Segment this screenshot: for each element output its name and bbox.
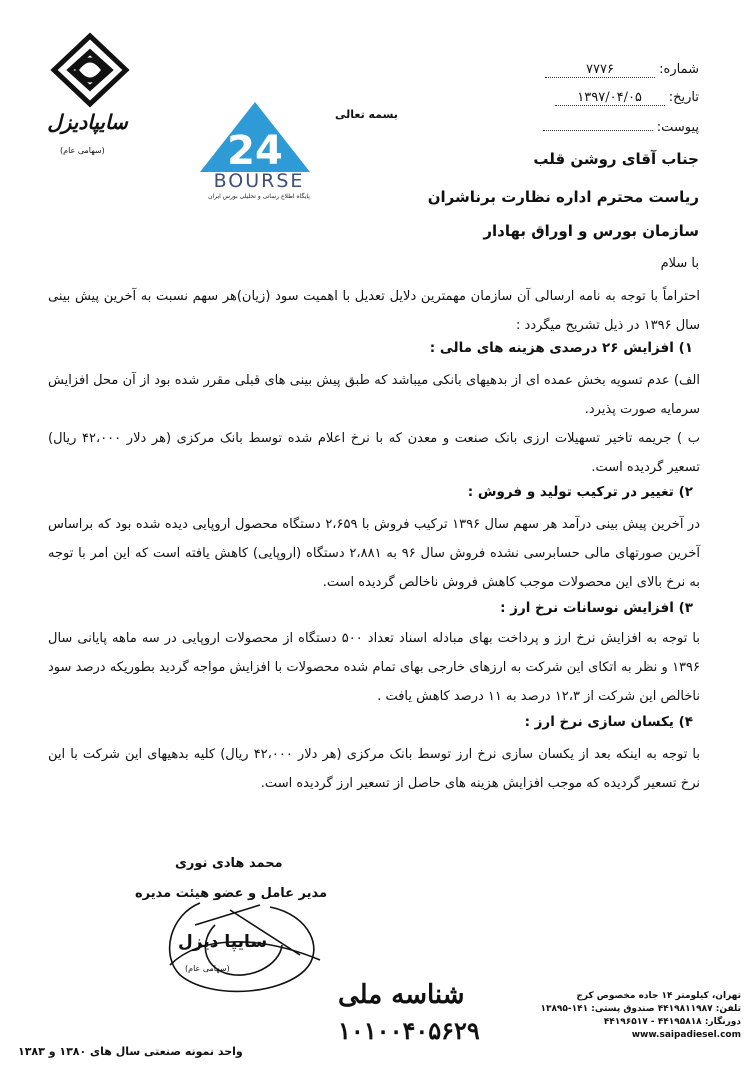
addressee-line-3: سازمان بورس و اوراق بهادار: [483, 222, 699, 240]
attachment-field: پیوست:: [543, 120, 699, 135]
sample-unit-note: واحد نمونه صنعتی سال های ۱۳۸۰ و ۱۳۸۳: [18, 1045, 243, 1058]
addressee-line-1: جناب آقای روشن قلب: [533, 150, 699, 168]
date-field: تاریخ: ۱۳۹۷/۰۴/۰۵: [555, 90, 699, 106]
saipa-wordmark: سایپادیزل: [47, 110, 128, 134]
saipa-logo: [40, 30, 140, 160]
bourse-triangle-icon: [188, 100, 323, 180]
intro-paragraph: احتراماً با توجه به نامه ارسالی آن سازمان مهمترین دلایل تعدیل با اهمیت سود (زیان)هر سهم نسبت به آخرین پیش بینی سال ۱۳۹۶ در ذیل تشریح میگردد :: [48, 289, 700, 333]
footer-website: www.saipadiesel.com: [631, 1030, 741, 1040]
section-4-para: با توجه به اینکه بعد از یکسان سازی نرخ ارز توسط بانک مرکزی (هر دلار ۴۲،۰۰۰ ریال) کلیه بدهیهای این شرکت با این نرخ تسعیر گردیده که موجب افزایش هزینه های حاصل از تسعیر ارز گردیده است.: [48, 747, 701, 791]
svg-text:24: 24: [227, 128, 283, 174]
signature-scribble-icon: [140, 895, 350, 1015]
basmala: بسمه تعالی: [335, 108, 398, 121]
section-2-para: در آخرین پیش بینی درآمد هر سهم سال ۱۳۹۶ ترکیب فروش با ۲،۶۵۹ دستگاه محصول اروپایی دیده شده بود که براساس آخرین صورتهای مالی حسابرسی نشده فروش سال ۹۶ به ۲،۸۸۱ دستگاه (اروپایی) کاهش یافته است که این امر با توجه به نرخ بالای این محصولات موجب کاهش فروش ناخالص گردیده است.: [48, 517, 700, 590]
footer-address: [506, 990, 741, 1042]
section-2-heading: ۲) تغییر در ترکیب تولید و فروش :: [467, 484, 693, 500]
stamp-subtitle: (سهامی عام): [185, 964, 230, 973]
section-1-heading: ۱) افزایش ۲۶ درصدی هزینه های مالی :: [429, 340, 693, 356]
footer-address-line: دورنگار: ۴۴۱۹۵۸۱۸ - ۴۴۱۹۶۵۱۷: [603, 1017, 741, 1027]
national-id-label: شناسه ملی: [338, 980, 465, 1010]
stamp-company: سایپا دیزل: [178, 932, 268, 952]
saipa-emblem-icon: [40, 30, 140, 120]
signer-title: مدیر عامل و عضو هیئت مدیره: [135, 886, 328, 901]
section-1-para-a: الف) عدم تسویه بخش عمده ای از بدهیهای بانکی میباشد که طبق پیش بینی های قبلی مقرر شده بود از آن محل افزایش سرمایه صورت پذیرد.: [48, 373, 700, 417]
bourse-subtitle: پایگاه اطلاع رسانی و تحلیلی بورس ایران: [208, 193, 310, 200]
national-id-value: ۱۰۱۰۰۴۰۵۶۲۹: [338, 1016, 480, 1045]
number-value: ۷۷۷۶: [545, 62, 655, 78]
footer-address-line: تلفن: ۴۴۱۹۸۱۱۹۸۷ صندوق پستی: ۱۴۱-۱۳۸۹۵: [540, 1004, 741, 1014]
addressee-line-2: ریاست محترم اداره نظارت برناشران: [427, 188, 699, 206]
signature-stamp: [140, 895, 350, 1015]
footer-address-line: تهران، کیلومتر ۱۴ جاده مخصوص کرج: [576, 991, 741, 1001]
number-field: شماره: ۷۷۷۶: [545, 62, 699, 78]
date-value: ۱۳۹۷/۰۴/۰۵: [555, 90, 665, 106]
section-3-para: با توجه به افزایش نرخ ارز و پرداخت بهای مبادله اسناد تعداد ۵۰۰ دستگاه از محصولات اروپایی در سه ماهه پایانی سال ۱۳۹۶ و نظر به اتکای این شرکت به ارزهای خارجی بهای تمام شده محصولات با افزایش مواجه گردید بطوریکه درصد سود ناخالص این شرکت از ۱۲،۳ درصد به ۱۱ درصد کاهش یافت .: [48, 631, 700, 704]
bourse-wordmark: BOURSE: [213, 170, 305, 192]
section-3-heading: ۳) افزایش نوسانات نرخ ارز :: [500, 600, 693, 616]
number-label: شماره: [663, 62, 699, 77]
date-label: تاریخ: [673, 90, 699, 105]
attachment-label: پیوست: [661, 120, 699, 135]
section-1-para-b: ب ) جریمه تاخیر تسهیلات ارزی بانک صنعت و معدن که با نرخ اعلام شده توسط بانک مرکزی (هر دلار ۴۲،۰۰۰ ریال) تسعیر گردیده است.: [48, 431, 700, 475]
signer-name: محمد هادی نوری: [175, 856, 283, 871]
attachment-value: [543, 130, 653, 131]
saipa-subtitle: (سهامی عام): [60, 146, 105, 155]
greeting: با سلام: [660, 256, 699, 271]
section-4-heading: ۴) یکسان سازی نرخ ارز :: [524, 714, 693, 730]
